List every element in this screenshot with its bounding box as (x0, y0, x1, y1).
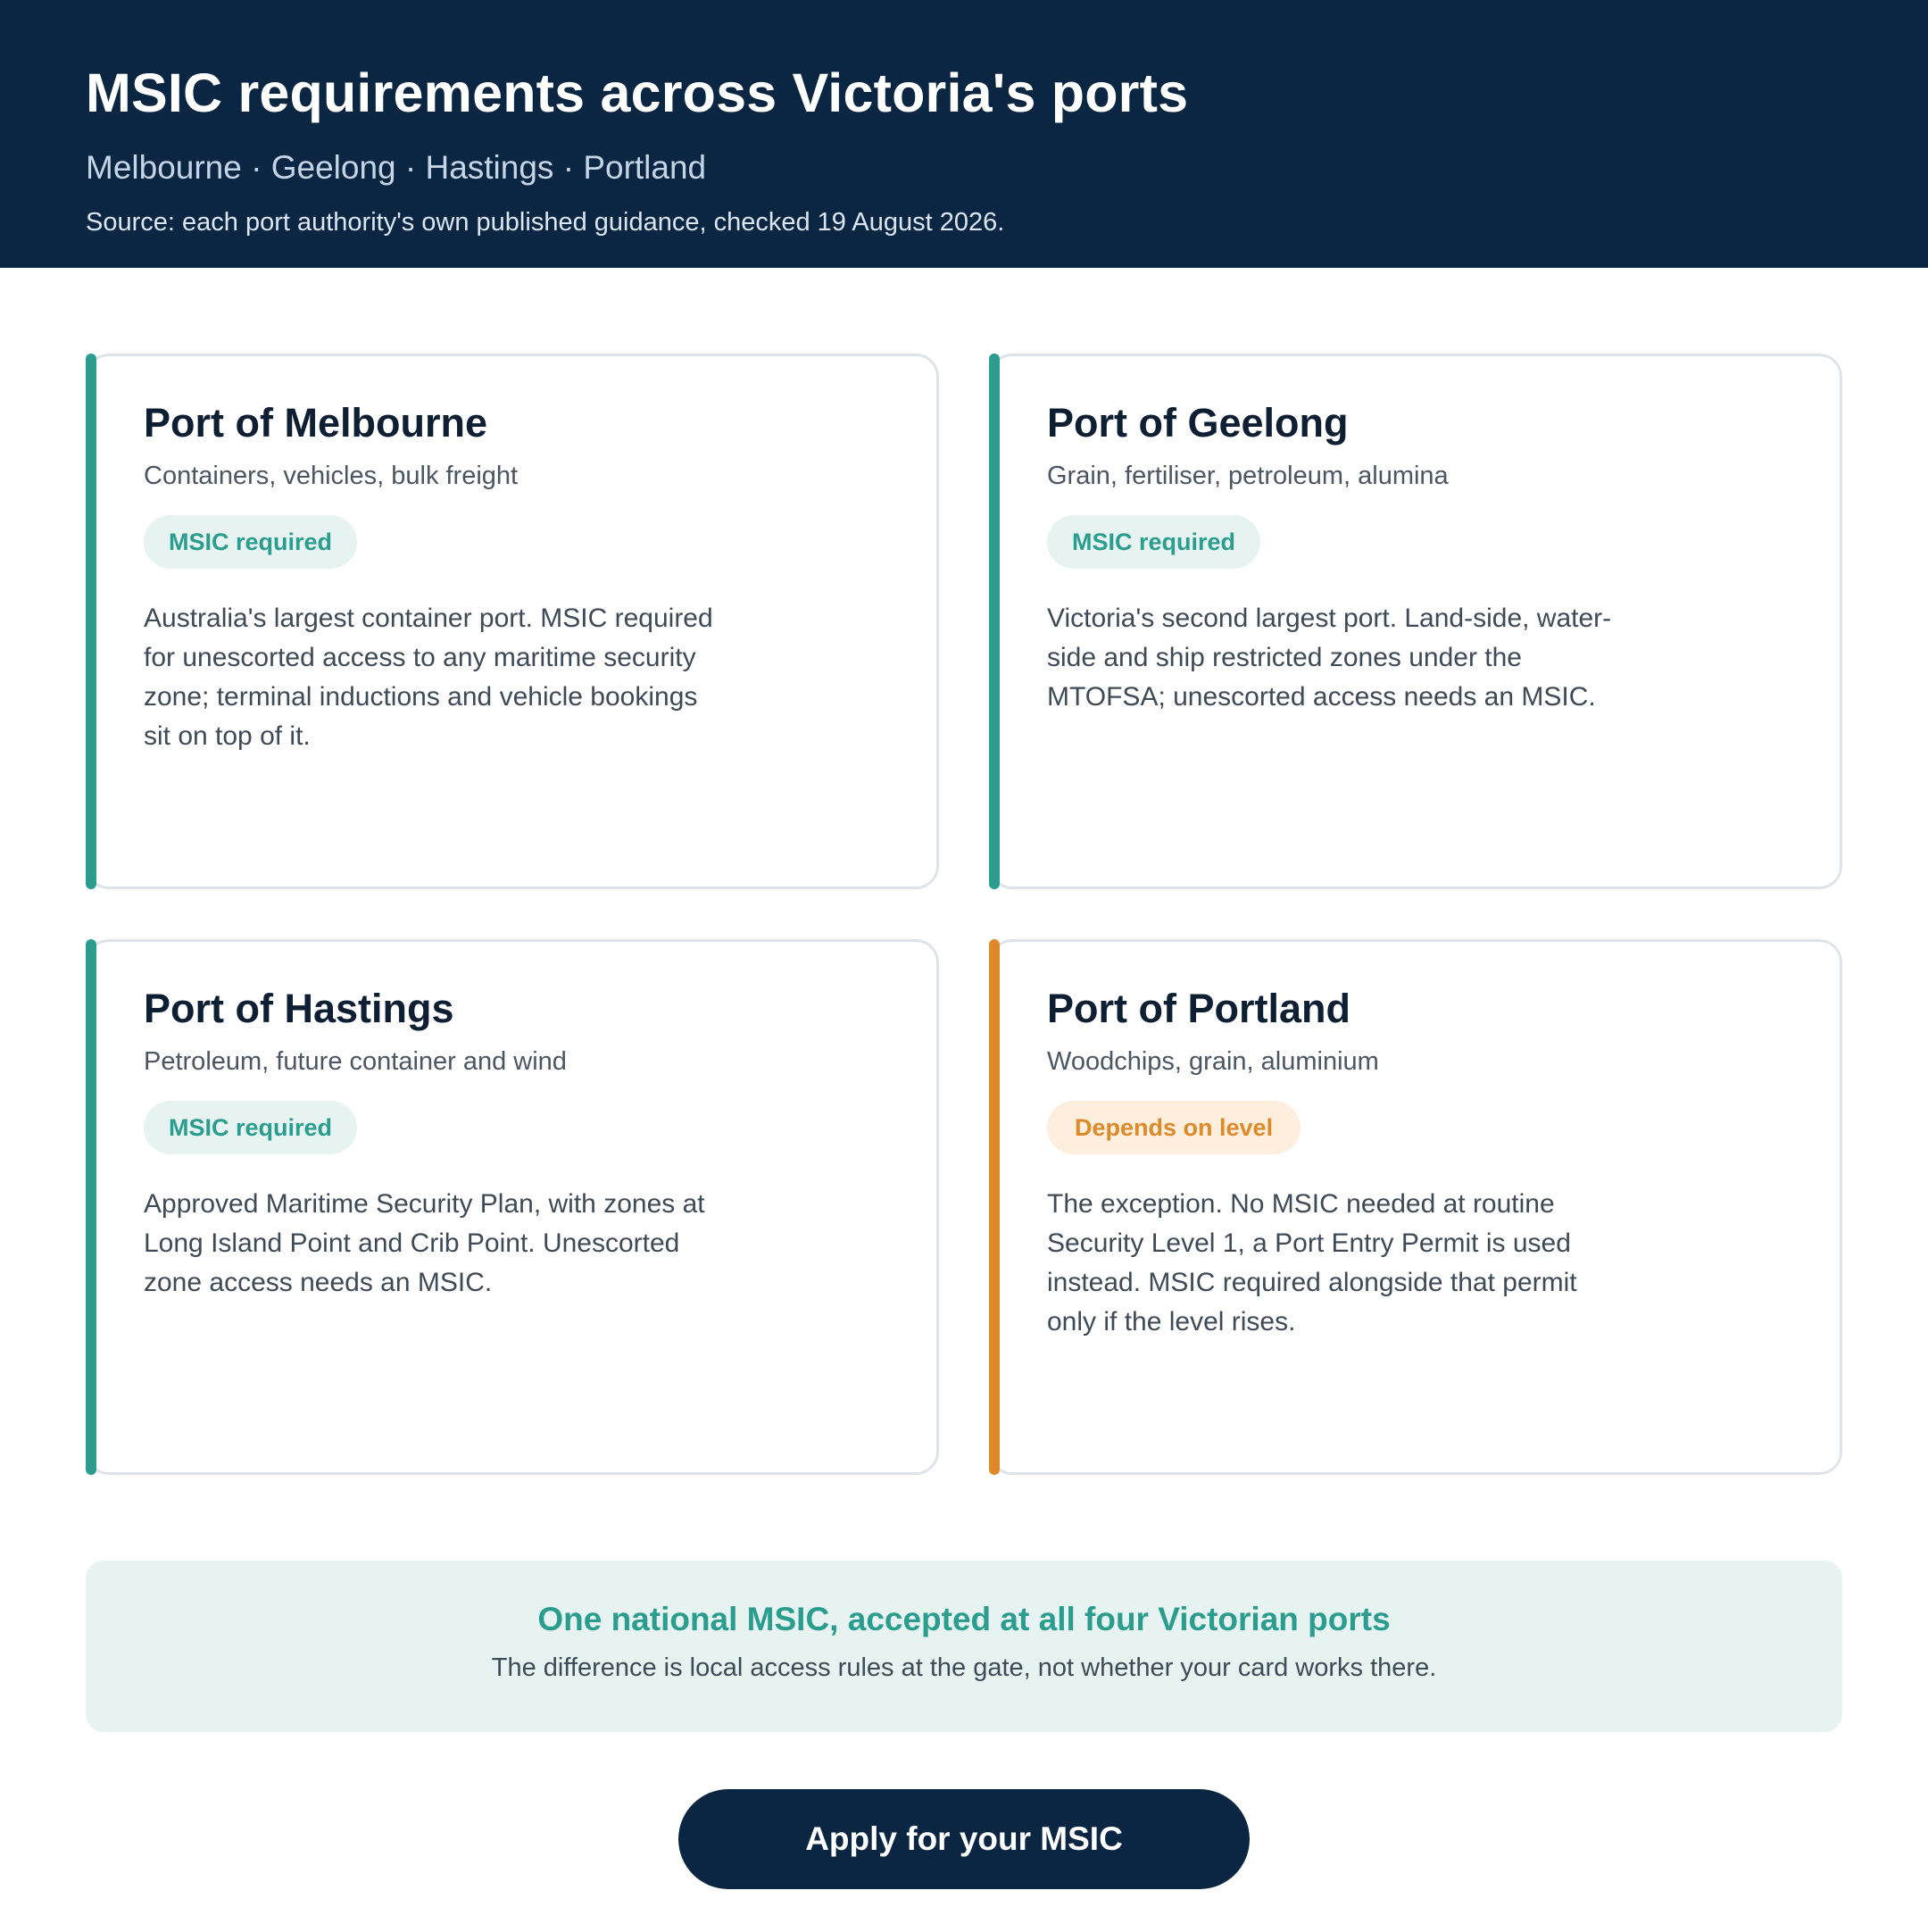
port-cargo: Containers, vehicles, bulk freight (144, 462, 519, 490)
status-badge: MSIC required (1047, 515, 1260, 569)
port-description: The exception. No MSIC needed at routine Security Level 1, a Port Entry Permit is used instead. MSIC required alongside that permit only if the level rises. (1047, 1189, 1577, 1337)
port-card-geelong (989, 354, 1842, 889)
port-name: Port of Geelong (1047, 400, 1349, 446)
note-title: One national MSIC, accepted at all four Victorian ports (537, 1601, 1391, 1637)
port-cargo: Grain, fertiliser, petroleum, alumina (1047, 462, 1449, 490)
status-badge: MSIC required (144, 1101, 357, 1154)
card-accent-bar (86, 354, 96, 889)
card-accent-bar (86, 939, 96, 1475)
port-cargo: Woodchips, grain, aluminium (1047, 1047, 1379, 1076)
source-note: Source: each port authority's own published guidance, checked 19 August 2026. (86, 208, 1005, 237)
port-cards-grid (86, 354, 1842, 1475)
port-description: Approved Maritime Security Plan, with zones at Long Island Point and Crib Point. Unescorted zone access needs an MSIC. (144, 1189, 705, 1297)
port-card-hastings (86, 939, 939, 1475)
page-title: MSIC requirements across Victoria's ports (86, 62, 1189, 123)
port-name: Port of Melbourne (144, 400, 487, 446)
port-description: Victoria's second largest port. Land-side, water-side and ship restricted zones under the MTOFSA; unescorted access needs an MSIC. (1047, 604, 1612, 712)
port-name: Port of Hastings (144, 986, 454, 1031)
card-accent-bar (989, 939, 1000, 1475)
port-name: Port of Portland (1047, 986, 1350, 1031)
status-badge: Depends on level (1047, 1101, 1301, 1154)
national-msic-note (86, 1561, 1842, 1732)
page-subtitle: Melbourne · Geelong · Hastings · Portland (86, 149, 707, 186)
apply-msic-button[interactable]: Apply for your MSIC (678, 1789, 1250, 1889)
port-card-melbourne (86, 354, 939, 889)
port-cargo: Petroleum, future container and wind (144, 1047, 567, 1076)
page-header (0, 0, 1928, 268)
port-card-portland (989, 939, 1842, 1475)
port-description: Australia's largest container port. MSIC required for unescorted access to any maritime security zone; terminal inductions and vehicle bookings sit on top of it. (144, 604, 713, 751)
card-accent-bar (989, 354, 1000, 889)
note-body: The difference is local access rules at the gate, not whether your card works there. (491, 1653, 1437, 1682)
status-badge: MSIC required (144, 515, 357, 569)
